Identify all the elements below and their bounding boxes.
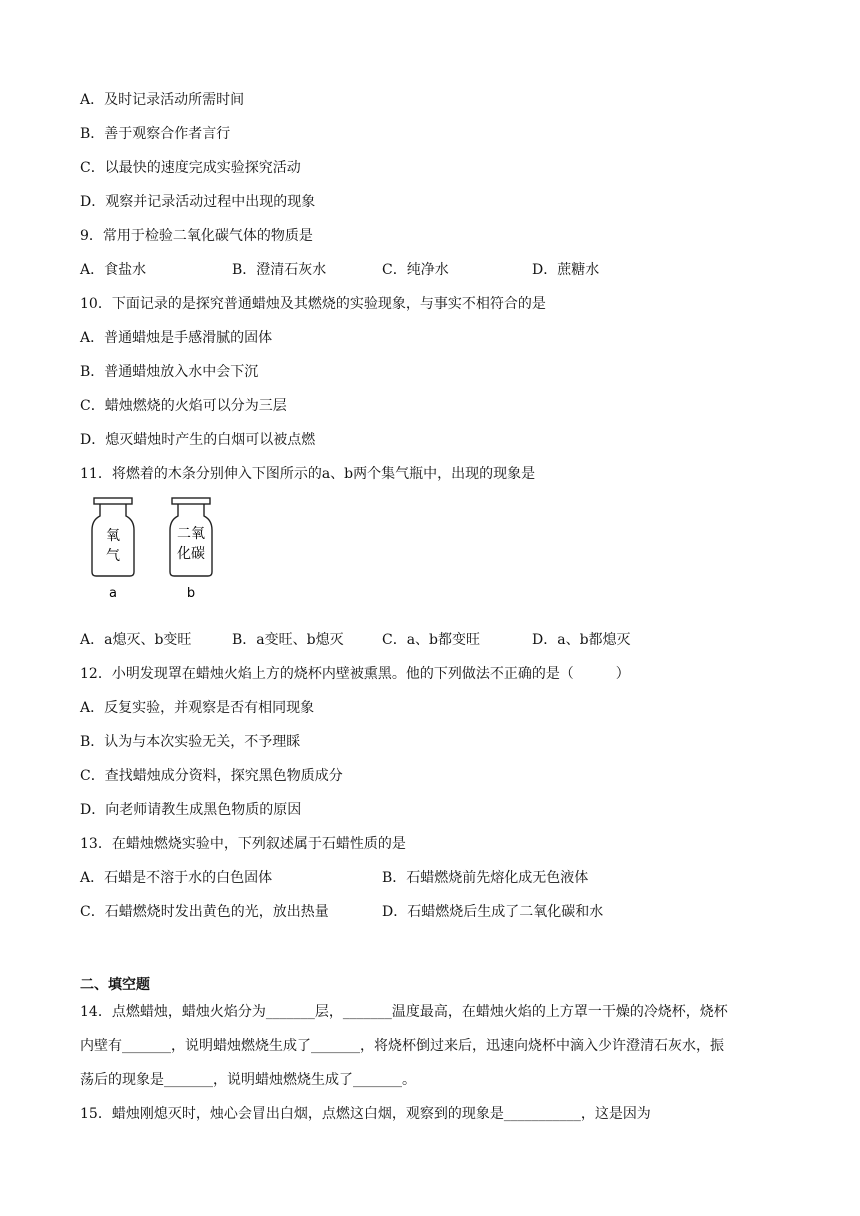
q10-stem: 10．下面记录的是探究普通蜡烛及其燃烧的实验现象，与事实不相符合的是 [80,296,546,312]
q14-line-3: 荡后的现象是_______，说明蜡烛燃烧生成了_______。 [80,1072,416,1088]
q9-option-d: D．蔗糖水 [532,262,600,278]
q12-option-a: A．反复实验，并观察是否有相同现象 [80,700,315,716]
q11-option-d: D．a、b都熄灭 [532,632,631,648]
q13-option-a: A．石蜡是不溶于水的白色固体 [80,870,273,886]
q8-option-d: D．观察并记录活动过程中出现的现象 [80,194,316,210]
q8-option-c: C．以最快的速度完成实验探究活动 [80,160,301,176]
q8-option-a: A．及时记录活动所需时间 [80,92,245,108]
q13-option-d: D．石蜡燃烧后生成了二氧化碳和水 [382,904,604,920]
q10-option-c: C．蜡烛燃烧的火焰可以分为三层 [80,398,287,414]
q9-option-b: B．澄清石灰水 [232,262,327,278]
bottle-a-caption: a [109,586,117,601]
q9-option-a: A．食盐水 [80,262,147,278]
q11-stem: 11．将燃着的木条分别伸入下图所示的a、b两个集气瓶中，出现的现象是 [80,466,536,482]
bottle-b-label-1: 二氧 [177,526,205,542]
q10-option-b: B．普通蜡烛放入水中会下沉 [80,364,259,380]
q12-option-c: C．查找蜡烛成分资料，探究黑色物质成分 [80,768,343,784]
q10-option-d: D．熄灭蜡烛时产生的白烟可以被点燃 [80,432,316,448]
bottle-a-label-1: 氧 [106,528,120,544]
bottle-b-label-2: 化碳 [177,546,205,562]
bottle-b-caption: b [186,586,196,601]
q14-line-1: 14．点燃蜡烛，蜡烛火焰分为_______层，_______温度最高，在蜡烛火焰的上方罩一干燥的冷烧杯，烧杯 [80,1004,728,1020]
q11-option-a: A．a熄灭、b变旺 [80,632,192,648]
section-heading-fill-in: 二、填空题 [80,977,150,993]
gas-bottle-figure [88,494,228,604]
bottle-a-label-2: 气 [106,548,120,564]
q9-option-c: C．纯净水 [382,262,449,278]
q12-stem: 12．小明发现罩在蜡烛火焰上方的烧杯内壁被熏黑。他的下列做法不正确的是（ ） [80,666,630,682]
q11-option-c: C．a、b都变旺 [382,632,481,648]
q8-option-b: B．善于观察合作者言行 [80,126,231,142]
q13-option-c: C．石蜡燃烧时发出黄色的光，放出热量 [80,904,329,920]
gas-bottles-diagram [88,494,228,604]
q15-line-1: 15．蜡烛刚熄灭时，烛心会冒出白烟，点燃这白烟，观察到的现象是___________，这是因为 [80,1106,651,1122]
q9-stem: 9．常用于检验二氧化碳气体的物质是 [80,228,313,244]
q12-option-b: B．认为与本次实验无关，不予理睬 [80,734,301,750]
q14-line-2: 内壁有_______，说明蜡烛燃烧生成了_______，将烧杯倒过来后，迅速向烧杯中滴入少许澄清石灰水，振 [80,1038,724,1054]
bottle-a [92,498,134,601]
q11-option-b: B．a变旺、b熄灭 [232,632,344,648]
q13-stem: 13．在蜡烛燃烧实验中，下列叙述属于石蜡性质的是 [80,836,406,852]
q13-option-b: B．石蜡燃烧前先熔化成无色液体 [382,870,589,886]
bottle-b [170,498,212,601]
q12-option-d: D．向老师请教生成黑色物质的原因 [80,802,302,818]
q10-option-a: A．普通蜡烛是手感滑腻的固体 [80,330,273,346]
